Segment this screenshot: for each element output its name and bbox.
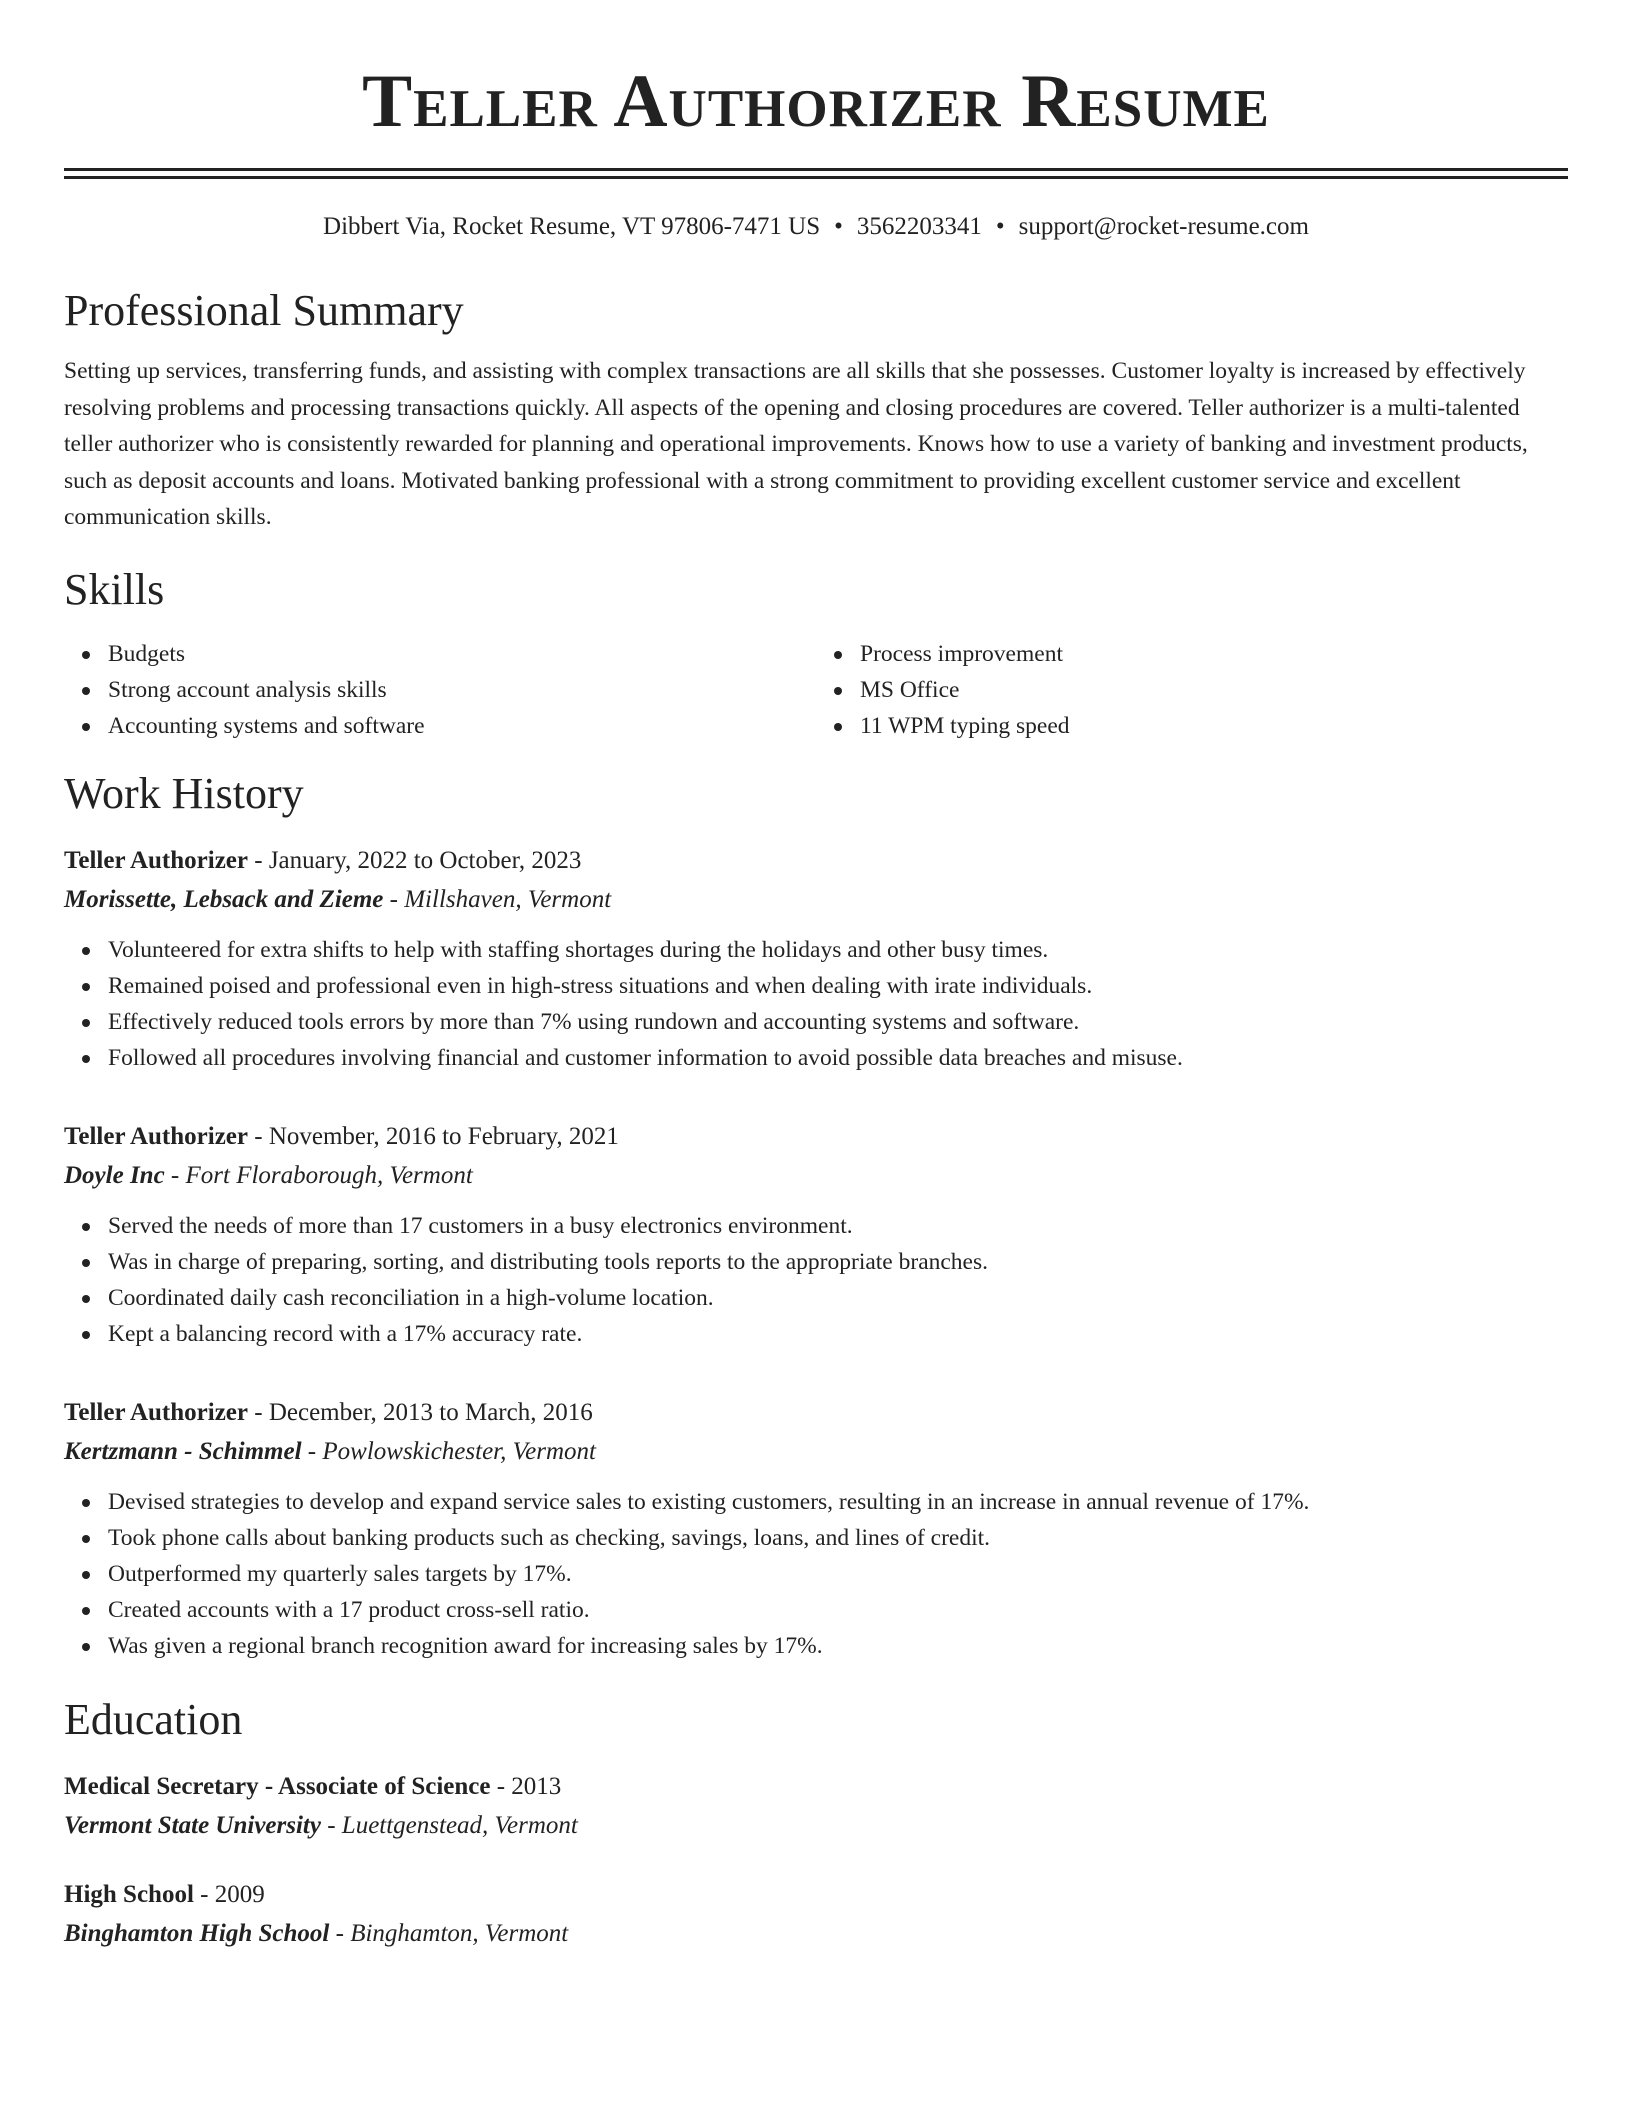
contact-address: Dibbert Via, Rocket Resume, VT 97806-7471 US bbox=[323, 213, 821, 240]
job-bullet: Took phone calls about banking products such as checking, savings, loans, and lines of credit. bbox=[108, 1520, 1568, 1556]
job-entry bbox=[64, 1118, 1568, 1352]
education-heading: Education bbox=[64, 1694, 243, 1744]
job-bullets bbox=[64, 1484, 1568, 1664]
job-title: Teller Authorizer bbox=[64, 1122, 248, 1150]
job-bullet: Was in charge of preparing, sorting, and distributing tools reports to the appropriate branches. bbox=[108, 1244, 1568, 1280]
job-entry bbox=[64, 1394, 1568, 1664]
job-company-line bbox=[64, 880, 1568, 920]
education-school-line bbox=[64, 1914, 1568, 1954]
job-location: - Fort Floraborough, Vermont bbox=[164, 1161, 473, 1189]
education-degree: High School bbox=[64, 1880, 194, 1908]
job-bullet: Devised strategies to develop and expand service sales to existing customers, resulting in an increase in annual revenue of 17%. bbox=[108, 1484, 1568, 1520]
job-dates: - November, 2016 to February, 2021 bbox=[248, 1122, 619, 1150]
education-year: - 2009 bbox=[193, 1880, 265, 1908]
education-school: Binghamton High School bbox=[64, 1919, 330, 1947]
skills-column-left bbox=[64, 636, 816, 744]
job-bullet: Outperformed my quarterly sales targets by 17%. bbox=[108, 1556, 1568, 1592]
job-dates: - January, 2022 to October, 2023 bbox=[248, 846, 582, 874]
job-bullet: Served the needs of more than 17 customers in a busy electronics environment. bbox=[108, 1208, 1568, 1244]
education-school: Vermont State University bbox=[64, 1811, 321, 1839]
education-location: - Luettgenstead, Vermont bbox=[320, 1811, 578, 1839]
skills-heading: Skills bbox=[64, 564, 165, 614]
education-location: - Binghamton, Vermont bbox=[329, 1919, 569, 1947]
education-degree-line bbox=[64, 1768, 1568, 1806]
education-degree-line bbox=[64, 1876, 1568, 1914]
job-company: Morissette, Lebsack and Zieme bbox=[64, 885, 384, 913]
job-location: - Millshaven, Vermont bbox=[383, 885, 612, 913]
job-bullet: Created accounts with a 17 product cross-sell ratio. bbox=[108, 1592, 1568, 1628]
skills-list bbox=[64, 636, 1568, 744]
resume-title: Teller Authorizer Resume bbox=[362, 60, 1270, 143]
skill-item: Strong account analysis skills bbox=[108, 672, 816, 708]
skill-item: MS Office bbox=[860, 672, 1568, 708]
contact-separator: • bbox=[834, 213, 843, 240]
job-title-line bbox=[64, 1118, 1568, 1156]
summary-text: Setting up services, transferring funds, and assisting with complex transactions are all skills that she possesses. Customer loyalty is increased by effectively resolving problems and processing transactions quickly. All aspects of the opening and closing procedures are covered. Teller authorizer is a multi-talented teller authorizer who is consistently rewarded for planning and operational improvements. Knows how to use a variety of banking and investment products, such as deposit accounts and loans. Motivated banking professional with a strong commitment to providing excellent customer service and excellent communication skills. bbox=[64, 358, 1528, 530]
job-company-line bbox=[64, 1432, 1568, 1472]
job-company-line bbox=[64, 1156, 1568, 1196]
job-bullet: Kept a balancing record with a 17% accuracy rate. bbox=[108, 1316, 1568, 1352]
skill-item: 11 WPM typing speed bbox=[860, 708, 1568, 744]
job-company: Doyle Inc bbox=[64, 1161, 165, 1189]
work-history-heading: Work History bbox=[64, 768, 304, 818]
job-location: - Powlowskichester, Vermont bbox=[301, 1437, 596, 1465]
education-year: - 2013 bbox=[490, 1772, 562, 1800]
job-entry bbox=[64, 842, 1568, 1076]
skill-item: Budgets bbox=[108, 636, 816, 672]
contact-separator: • bbox=[995, 213, 1005, 240]
skill-item: Process improvement bbox=[860, 636, 1568, 672]
job-title: Teller Authorizer bbox=[64, 846, 248, 874]
job-bullet: Effectively reduced tools errors by more than 7% using rundown and accounting systems and software. bbox=[108, 1004, 1568, 1040]
job-bullet: Followed all procedures involving financial and customer information to avoid possible data breaches and misuse. bbox=[108, 1040, 1568, 1076]
job-dates: - December, 2013 to March, 2016 bbox=[248, 1398, 593, 1426]
summary-heading: Professional Summary bbox=[64, 286, 464, 335]
job-bullet: Volunteered for extra shifts to help with staffing shortages during the holidays and other busy times. bbox=[108, 932, 1568, 968]
job-title-line bbox=[64, 842, 1568, 880]
job-bullets bbox=[64, 1208, 1568, 1352]
job-company: Kertzmann - Schimmel bbox=[64, 1437, 302, 1465]
job-title-line bbox=[64, 1394, 1568, 1432]
job-bullets bbox=[64, 932, 1568, 1076]
skills-column-right bbox=[816, 636, 1568, 744]
education-school-line bbox=[64, 1806, 1568, 1846]
education-entry bbox=[64, 1768, 1568, 1846]
title-divider bbox=[64, 168, 1568, 179]
contact-phone: 3562203341 bbox=[856, 213, 982, 240]
job-bullet: Coordinated daily cash reconciliation in a high-volume location. bbox=[108, 1280, 1568, 1316]
education-entry bbox=[64, 1876, 1568, 1954]
skill-item: Accounting systems and software bbox=[108, 708, 816, 744]
job-title: Teller Authorizer bbox=[64, 1398, 248, 1426]
job-bullet: Remained poised and professional even in high-stress situations and when dealing with irate individuals. bbox=[108, 968, 1568, 1004]
contact-line bbox=[64, 211, 1568, 243]
contact-email[interactable]: support@rocket-resume.com bbox=[1018, 213, 1309, 240]
job-bullet: Was given a regional branch recognition award for increasing sales by 17%. bbox=[108, 1628, 1568, 1664]
education-degree: Medical Secretary - Associate of Science bbox=[64, 1772, 491, 1800]
